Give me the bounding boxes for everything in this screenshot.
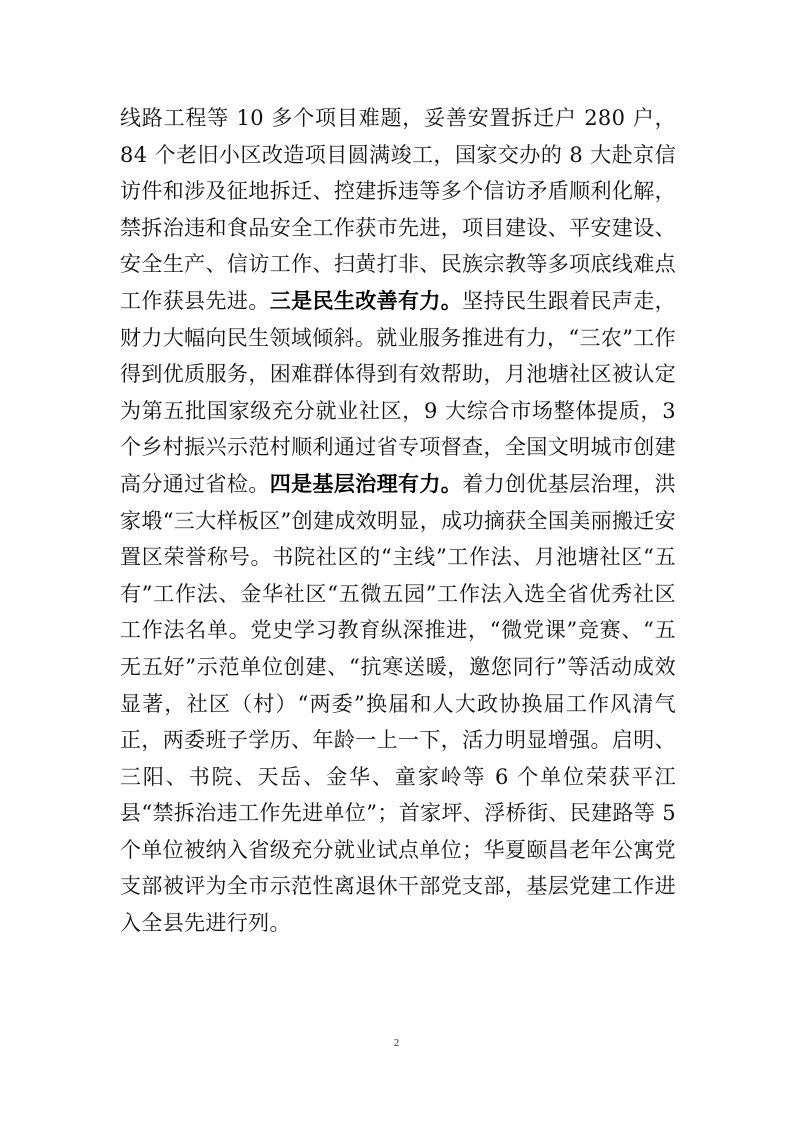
paragraph-segment: 线路工程等 10 多个项目难题，妥善安置拆迁户 280 户，84 个老旧小区改造项目圆满竣工，国家交办的 8 大赴京信访件和涉及征地拆迁、控建拆违等多个信访矛盾顺利化解，禁拆治违和食品安全工作获市先进，项目建设、平安建设、安全生产、信访工作、扫黄打非、民族宗教等多项底线难点工作获县先进。 xyxy=(120,106,676,313)
bold-heading-four: 四是基层治理有力。 xyxy=(269,470,463,496)
paragraph-segment: 着力创优基层治理，洪家塅“三大样板区”创建成效明显，成功摘获全国美丽搬迁安置区荣誉称号。书院社区的“主线”工作法、月池塘社区“五有”工作法、金华社区“五微五园”工作法入选全省优秀社区工作法名单。党史学习教育纵深推进，“微党课”竞赛、“五无五好”示范单位创建、“抗寒送暖，邀您同行”等活动成效显著，社区（村）“两委”换届和人大政协换届工作风清气正，两委班子学历、年龄一上一下，活力明显增强。启明、三阳、书院、天岳、金华、童家岭等 6 个单位荣获平江县“禁拆治违工作先进单位”；首家坪、浮桥街、民建路等 5 个单位被纳入省级充分就业试点单位；华夏颐昌老年公寓党支部被评为全市示范性离退休干部党支部，基层党建工作进入全县先进行列。 xyxy=(120,471,677,936)
bold-heading-three: 三是民生改善有力。 xyxy=(269,287,463,313)
page-number: 2 xyxy=(393,1037,400,1049)
body-paragraph xyxy=(120,100,676,942)
paragraph-segment: 坚持民生跟着民声走，财力大幅向民生领域倾斜。就业服务推进有力，“三农”工作得到优质服务，困难群体得到有效帮助，月池塘社区被认定为第五批国家级充分就业社区，9 大综合市场整体提质，3 个乡村振兴示范村顺利通过省专项督查，全国文明城市创建高分通过省检。 xyxy=(120,288,677,496)
